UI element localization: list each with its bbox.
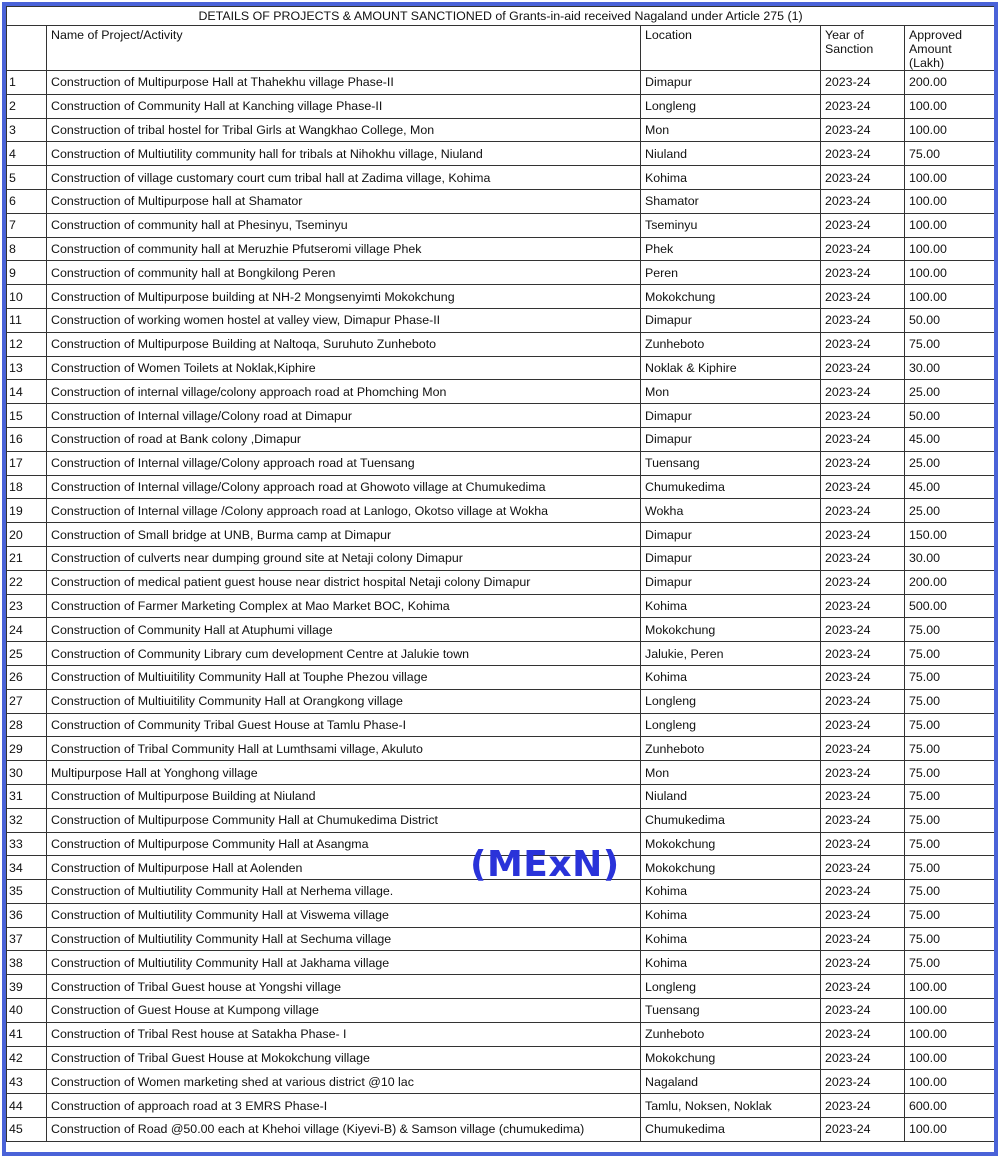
- cell-amount: 500.00: [905, 594, 995, 618]
- cell-location: Shamator: [641, 189, 821, 213]
- cell-year: 2023-24: [821, 999, 905, 1023]
- cell-year: 2023-24: [821, 261, 905, 285]
- cell-year: 2023-24: [821, 784, 905, 808]
- cell-serial: 7: [7, 213, 47, 237]
- cell-location: Tuensang: [641, 999, 821, 1023]
- cell-amount: 45.00: [905, 427, 995, 451]
- cell-amount: 100.00: [905, 1046, 995, 1070]
- cell-project-name: Construction of Community Hall at Atuphumi village: [47, 618, 641, 642]
- cell-location: Longleng: [641, 689, 821, 713]
- table-row: [7, 142, 995, 166]
- cell-location: Dimapur: [641, 546, 821, 570]
- table-row: [7, 903, 995, 927]
- cell-amount: 600.00: [905, 1094, 995, 1118]
- cell-location: Tseminyu: [641, 213, 821, 237]
- cell-project-name: Construction of Multiutility Community Hall at Viswema village: [47, 903, 641, 927]
- cell-amount: 75.00: [905, 832, 995, 856]
- cell-year: 2023-24: [821, 523, 905, 547]
- table-row: [7, 118, 995, 142]
- table-row: [7, 927, 995, 951]
- cell-project-name: Construction of Multiutility Community Hall at Sechuma village: [47, 927, 641, 951]
- cell-serial: 2: [7, 94, 47, 118]
- cell-year: 2023-24: [821, 499, 905, 523]
- cell-amount: 25.00: [905, 451, 995, 475]
- cell-location: Nagaland: [641, 1070, 821, 1094]
- cell-project-name: Construction of working women hostel at valley view, Dimapur Phase-II: [47, 308, 641, 332]
- cell-location: Peren: [641, 261, 821, 285]
- cell-location: Phek: [641, 237, 821, 261]
- cell-serial: 10: [7, 285, 47, 309]
- cell-year: 2023-24: [821, 1046, 905, 1070]
- cell-amount: 75.00: [905, 856, 995, 880]
- cell-location: Dimapur: [641, 404, 821, 428]
- cell-amount: 75.00: [905, 880, 995, 904]
- cell-project-name: Construction of culverts near dumping ground site at Netaji colony Dimapur: [47, 546, 641, 570]
- table-row: [7, 213, 995, 237]
- cell-project-name: Construction of Multiuitility Community Hall at Touphe Phezou village: [47, 665, 641, 689]
- cell-project-name: Construction of medical patient guest house near district hospital Netaji colony Dimapur: [47, 570, 641, 594]
- cell-serial: 14: [7, 380, 47, 404]
- cell-project-name: Construction of Tribal Guest house at Yongshi village: [47, 975, 641, 999]
- cell-project-name: Construction of community hall at Meruzhie Pfutseromi village Phek: [47, 237, 641, 261]
- cell-location: Niuland: [641, 142, 821, 166]
- cell-location: Mokokchung: [641, 618, 821, 642]
- cell-year: 2023-24: [821, 451, 905, 475]
- cell-year: 2023-24: [821, 332, 905, 356]
- table-row: [7, 308, 995, 332]
- cell-location: Kohima: [641, 166, 821, 190]
- header-row: [7, 26, 995, 71]
- cell-amount: 200.00: [905, 570, 995, 594]
- cell-year: 2023-24: [821, 975, 905, 999]
- cell-amount: 75.00: [905, 142, 995, 166]
- cell-serial: 22: [7, 570, 47, 594]
- cell-location: Chumukedima: [641, 475, 821, 499]
- cell-project-name: Construction of Tribal Rest house at Satakha Phase- I: [47, 1022, 641, 1046]
- cell-serial: 35: [7, 880, 47, 904]
- cell-project-name: Construction of Multipurpose Hall at Aolenden: [47, 856, 641, 880]
- cell-year: 2023-24: [821, 880, 905, 904]
- cell-location: Mokokchung: [641, 285, 821, 309]
- cell-amount: 45.00: [905, 475, 995, 499]
- cell-location: Dimapur: [641, 523, 821, 547]
- cell-amount: 100.00: [905, 94, 995, 118]
- cell-serial: 27: [7, 689, 47, 713]
- cell-serial: 38: [7, 951, 47, 975]
- cell-serial: 44: [7, 1094, 47, 1118]
- cell-project-name: Multipurpose Hall at Yonghong village: [47, 761, 641, 785]
- table-row: [7, 404, 995, 428]
- cell-year: 2023-24: [821, 570, 905, 594]
- cell-serial: 25: [7, 642, 47, 666]
- cell-project-name: Construction of Multipurpose Community Hall at Asangma: [47, 832, 641, 856]
- cell-amount: 100.00: [905, 1070, 995, 1094]
- table-row: [7, 570, 995, 594]
- watermark: (MExN): [470, 844, 620, 885]
- cell-project-name: Construction of Multipurpose Community Hall at Chumukedima District: [47, 808, 641, 832]
- cell-serial: 28: [7, 713, 47, 737]
- cell-project-name: Construction of Multipurpose building at NH-2 Mongsenyimti Mokokchung: [47, 285, 641, 309]
- cell-location: Kohima: [641, 951, 821, 975]
- table-row: [7, 689, 995, 713]
- cell-project-name: Construction of Multiutility Community Hall at Jakhama village: [47, 951, 641, 975]
- cell-year: 2023-24: [821, 427, 905, 451]
- cell-location: Tamlu, Noksen, Noklak: [641, 1094, 821, 1118]
- cell-amount: 75.00: [905, 927, 995, 951]
- cell-location: Chumukedima: [641, 808, 821, 832]
- cell-serial: 32: [7, 808, 47, 832]
- cell-project-name: Construction of Women Toilets at Noklak,Kiphire: [47, 356, 641, 380]
- cell-serial: 3: [7, 118, 47, 142]
- cell-location: Zunheboto: [641, 332, 821, 356]
- table-row: [7, 1070, 995, 1094]
- cell-serial: 17: [7, 451, 47, 475]
- cell-location: Dimapur: [641, 71, 821, 95]
- cell-project-name: Construction of Farmer Marketing Complex at Mao Market BOC, Kohima: [47, 594, 641, 618]
- cell-serial: 31: [7, 784, 47, 808]
- cell-serial: 39: [7, 975, 47, 999]
- cell-amount: 75.00: [905, 689, 995, 713]
- cell-location: Zunheboto: [641, 1022, 821, 1046]
- cell-serial: 40: [7, 999, 47, 1023]
- table-row: [7, 499, 995, 523]
- cell-serial: 21: [7, 546, 47, 570]
- cell-project-name: Construction of village customary court cum tribal hall at Zadima village, Kohima: [47, 166, 641, 190]
- table-row: [7, 761, 995, 785]
- cell-location: Chumukedima: [641, 1118, 821, 1142]
- cell-year: 2023-24: [821, 189, 905, 213]
- table-row: [7, 71, 995, 95]
- cell-project-name: Construction of Multipurpose hall at Shamator: [47, 189, 641, 213]
- header-year: Year of Sanction: [821, 26, 905, 71]
- cell-amount: 200.00: [905, 71, 995, 95]
- cell-location: Noklak & Kiphire: [641, 356, 821, 380]
- cell-year: 2023-24: [821, 903, 905, 927]
- cell-year: 2023-24: [821, 737, 905, 761]
- cell-year: 2023-24: [821, 951, 905, 975]
- cell-year: 2023-24: [821, 832, 905, 856]
- cell-year: 2023-24: [821, 856, 905, 880]
- cell-year: 2023-24: [821, 475, 905, 499]
- table-row: [7, 594, 995, 618]
- cell-serial: 29: [7, 737, 47, 761]
- cell-location: Kohima: [641, 880, 821, 904]
- cell-location: Mon: [641, 380, 821, 404]
- cell-amount: 75.00: [905, 332, 995, 356]
- cell-serial: 43: [7, 1070, 47, 1094]
- cell-project-name: Construction of Community Tribal Guest House at Tamlu Phase-I: [47, 713, 641, 737]
- cell-amount: 75.00: [905, 951, 995, 975]
- cell-serial: 9: [7, 261, 47, 285]
- cell-year: 2023-24: [821, 213, 905, 237]
- cell-project-name: Construction of Tribal Guest House at Mokokchung village: [47, 1046, 641, 1070]
- cell-amount: 25.00: [905, 499, 995, 523]
- cell-amount: 50.00: [905, 404, 995, 428]
- cell-amount: 100.00: [905, 213, 995, 237]
- cell-location: Longleng: [641, 713, 821, 737]
- table-row: [7, 189, 995, 213]
- cell-serial: 19: [7, 499, 47, 523]
- cell-serial: 16: [7, 427, 47, 451]
- table-row: [7, 808, 995, 832]
- cell-project-name: Construction of Multipurpose Building at Niuland: [47, 784, 641, 808]
- table-row: [7, 356, 995, 380]
- cell-year: 2023-24: [821, 1022, 905, 1046]
- cell-location: Dimapur: [641, 427, 821, 451]
- cell-serial: 24: [7, 618, 47, 642]
- cell-year: 2023-24: [821, 689, 905, 713]
- cell-amount: 25.00: [905, 380, 995, 404]
- cell-project-name: Construction of Guest House at Kumpong village: [47, 999, 641, 1023]
- cell-project-name: Construction of Multipurpose Building at Naltoqa, Suruhuto Zunheboto: [47, 332, 641, 356]
- cell-year: 2023-24: [821, 166, 905, 190]
- cell-location: Mon: [641, 761, 821, 785]
- cell-amount: 100.00: [905, 999, 995, 1023]
- table-row: [7, 618, 995, 642]
- table-row: [7, 166, 995, 190]
- table-row: [7, 999, 995, 1023]
- cell-amount: 75.00: [905, 618, 995, 642]
- projects-table: [6, 6, 995, 1142]
- cell-project-name: Construction of approach road at 3 EMRS Phase-I: [47, 1094, 641, 1118]
- cell-amount: 100.00: [905, 189, 995, 213]
- cell-serial: 11: [7, 308, 47, 332]
- cell-serial: 1: [7, 71, 47, 95]
- cell-year: 2023-24: [821, 94, 905, 118]
- cell-year: 2023-24: [821, 927, 905, 951]
- cell-amount: 100.00: [905, 118, 995, 142]
- cell-serial: 26: [7, 665, 47, 689]
- cell-project-name: Construction of Community Hall at Kanching village Phase-II: [47, 94, 641, 118]
- title-row: [7, 7, 995, 26]
- cell-location: Zunheboto: [641, 737, 821, 761]
- cell-location: Kohima: [641, 903, 821, 927]
- table-row: [7, 94, 995, 118]
- header-amount: Approved Amount (Lakh): [905, 26, 995, 71]
- table-row: [7, 427, 995, 451]
- cell-project-name: Construction of Internal village/Colony road at Dimapur: [47, 404, 641, 428]
- cell-year: 2023-24: [821, 285, 905, 309]
- cell-amount: 30.00: [905, 356, 995, 380]
- cell-year: 2023-24: [821, 308, 905, 332]
- cell-serial: 30: [7, 761, 47, 785]
- cell-year: 2023-24: [821, 808, 905, 832]
- cell-amount: 100.00: [905, 1022, 995, 1046]
- cell-location: Mokokchung: [641, 856, 821, 880]
- table-row: [7, 951, 995, 975]
- cell-serial: 18: [7, 475, 47, 499]
- cell-amount: 75.00: [905, 642, 995, 666]
- cell-location: Mokokchung: [641, 1046, 821, 1070]
- cell-serial: 8: [7, 237, 47, 261]
- cell-project-name: Construction of Multipurpose Hall at Thahekhu village Phase-II: [47, 71, 641, 95]
- cell-project-name: Construction of community hall at Bongkilong Peren: [47, 261, 641, 285]
- cell-project-name: Construction of Multiutility Community Hall at Nerhema village.: [47, 880, 641, 904]
- cell-year: 2023-24: [821, 118, 905, 142]
- cell-serial: 12: [7, 332, 47, 356]
- cell-location: Dimapur: [641, 570, 821, 594]
- cell-project-name: Construction of road at Bank colony ,Dimapur: [47, 427, 641, 451]
- cell-year: 2023-24: [821, 1118, 905, 1142]
- cell-project-name: Construction of Tribal Community Hall at Lumthsami village, Akuluto: [47, 737, 641, 761]
- cell-amount: 75.00: [905, 784, 995, 808]
- cell-location: Tuensang: [641, 451, 821, 475]
- cell-year: 2023-24: [821, 642, 905, 666]
- table-row: [7, 451, 995, 475]
- cell-amount: 75.00: [905, 713, 995, 737]
- cell-serial: 6: [7, 189, 47, 213]
- cell-serial: 42: [7, 1046, 47, 1070]
- table-row: [7, 332, 995, 356]
- cell-location: Mon: [641, 118, 821, 142]
- cell-project-name: Construction of Road @50.00 each at Khehoi village (Kiyevi-B) & Samson village (chumukedima): [47, 1118, 641, 1142]
- cell-location: Kohima: [641, 665, 821, 689]
- table-title: DETAILS OF PROJECTS & AMOUNT SANCTIONED of Grants-in-aid received Nagaland under Article 275 (1): [7, 7, 995, 26]
- cell-amount: 30.00: [905, 546, 995, 570]
- cell-amount: 150.00: [905, 523, 995, 547]
- header-location: Location: [641, 26, 821, 71]
- cell-location: Wokha: [641, 499, 821, 523]
- table-row: [7, 737, 995, 761]
- cell-serial: 4: [7, 142, 47, 166]
- table-row: [7, 546, 995, 570]
- table-row: [7, 261, 995, 285]
- table-row: [7, 713, 995, 737]
- cell-year: 2023-24: [821, 1094, 905, 1118]
- cell-year: 2023-24: [821, 71, 905, 95]
- table-row: [7, 642, 995, 666]
- table-row: [7, 975, 995, 999]
- cell-project-name: Construction of Small bridge at UNB, Burma camp at Dimapur: [47, 523, 641, 547]
- cell-amount: 100.00: [905, 285, 995, 309]
- cell-year: 2023-24: [821, 380, 905, 404]
- cell-amount: 75.00: [905, 737, 995, 761]
- cell-location: Kohima: [641, 927, 821, 951]
- cell-location: Niuland: [641, 784, 821, 808]
- table-row: [7, 665, 995, 689]
- cell-location: Mokokchung: [641, 832, 821, 856]
- cell-amount: 75.00: [905, 665, 995, 689]
- header-project-name: Name of Project/Activity: [47, 26, 641, 71]
- table-row: [7, 380, 995, 404]
- cell-location: Longleng: [641, 975, 821, 999]
- cell-year: 2023-24: [821, 594, 905, 618]
- cell-serial: 41: [7, 1022, 47, 1046]
- table-row: [7, 1046, 995, 1070]
- cell-serial: 15: [7, 404, 47, 428]
- cell-amount: 75.00: [905, 761, 995, 785]
- cell-project-name: Construction of internal village/colony approach road at Phomching Mon: [47, 380, 641, 404]
- table-row: [7, 1118, 995, 1142]
- document-frame: [2, 2, 998, 1156]
- cell-project-name: Construction of Internal village/Colony approach road at Tuensang: [47, 451, 641, 475]
- cell-serial: 23: [7, 594, 47, 618]
- cell-serial: 37: [7, 927, 47, 951]
- cell-amount: 75.00: [905, 808, 995, 832]
- cell-year: 2023-24: [821, 618, 905, 642]
- cell-project-name: Construction of tribal hostel for Tribal Girls at Wangkhao College, Mon: [47, 118, 641, 142]
- cell-project-name: Construction of Multiuitility Community Hall at Orangkong village: [47, 689, 641, 713]
- cell-year: 2023-24: [821, 142, 905, 166]
- cell-amount: 75.00: [905, 903, 995, 927]
- cell-year: 2023-24: [821, 237, 905, 261]
- cell-year: 2023-24: [821, 761, 905, 785]
- cell-serial: 36: [7, 903, 47, 927]
- table-row: [7, 523, 995, 547]
- cell-location: Dimapur: [641, 308, 821, 332]
- table-body: [7, 71, 995, 1142]
- cell-project-name: Construction of Community Library cum development Centre at Jalukie town: [47, 642, 641, 666]
- cell-location: Kohima: [641, 594, 821, 618]
- cell-amount: 100.00: [905, 237, 995, 261]
- table-row: [7, 285, 995, 309]
- cell-year: 2023-24: [821, 713, 905, 737]
- cell-project-name: Construction of Internal village /Colony approach road at Lanlogo, Okotso village at Wokha: [47, 499, 641, 523]
- cell-amount: 100.00: [905, 975, 995, 999]
- table-row: [7, 237, 995, 261]
- table-row: [7, 1022, 995, 1046]
- cell-amount: 100.00: [905, 1118, 995, 1142]
- cell-serial: 20: [7, 523, 47, 547]
- table-row: [7, 784, 995, 808]
- header-serial: [7, 26, 47, 71]
- cell-serial: 13: [7, 356, 47, 380]
- cell-location: Longleng: [641, 94, 821, 118]
- cell-project-name: Construction of community hall at Phesinyu, Tseminyu: [47, 213, 641, 237]
- table-row: [7, 475, 995, 499]
- cell-project-name: Construction of Internal village/Colony approach road at Ghowoto village at Chumukedima: [47, 475, 641, 499]
- cell-location: Jalukie, Peren: [641, 642, 821, 666]
- table-row: [7, 1094, 995, 1118]
- cell-serial: 33: [7, 832, 47, 856]
- cell-amount: 100.00: [905, 261, 995, 285]
- cell-project-name: Construction of Multiutility community hall for tribals at Nihokhu village, Niuland: [47, 142, 641, 166]
- cell-amount: 100.00: [905, 166, 995, 190]
- cell-serial: 45: [7, 1118, 47, 1142]
- cell-year: 2023-24: [821, 665, 905, 689]
- cell-year: 2023-24: [821, 356, 905, 380]
- cell-serial: 34: [7, 856, 47, 880]
- cell-year: 2023-24: [821, 546, 905, 570]
- cell-amount: 50.00: [905, 308, 995, 332]
- cell-year: 2023-24: [821, 404, 905, 428]
- cell-project-name: Construction of Women marketing shed at various district @10 lac: [47, 1070, 641, 1094]
- cell-serial: 5: [7, 166, 47, 190]
- cell-year: 2023-24: [821, 1070, 905, 1094]
